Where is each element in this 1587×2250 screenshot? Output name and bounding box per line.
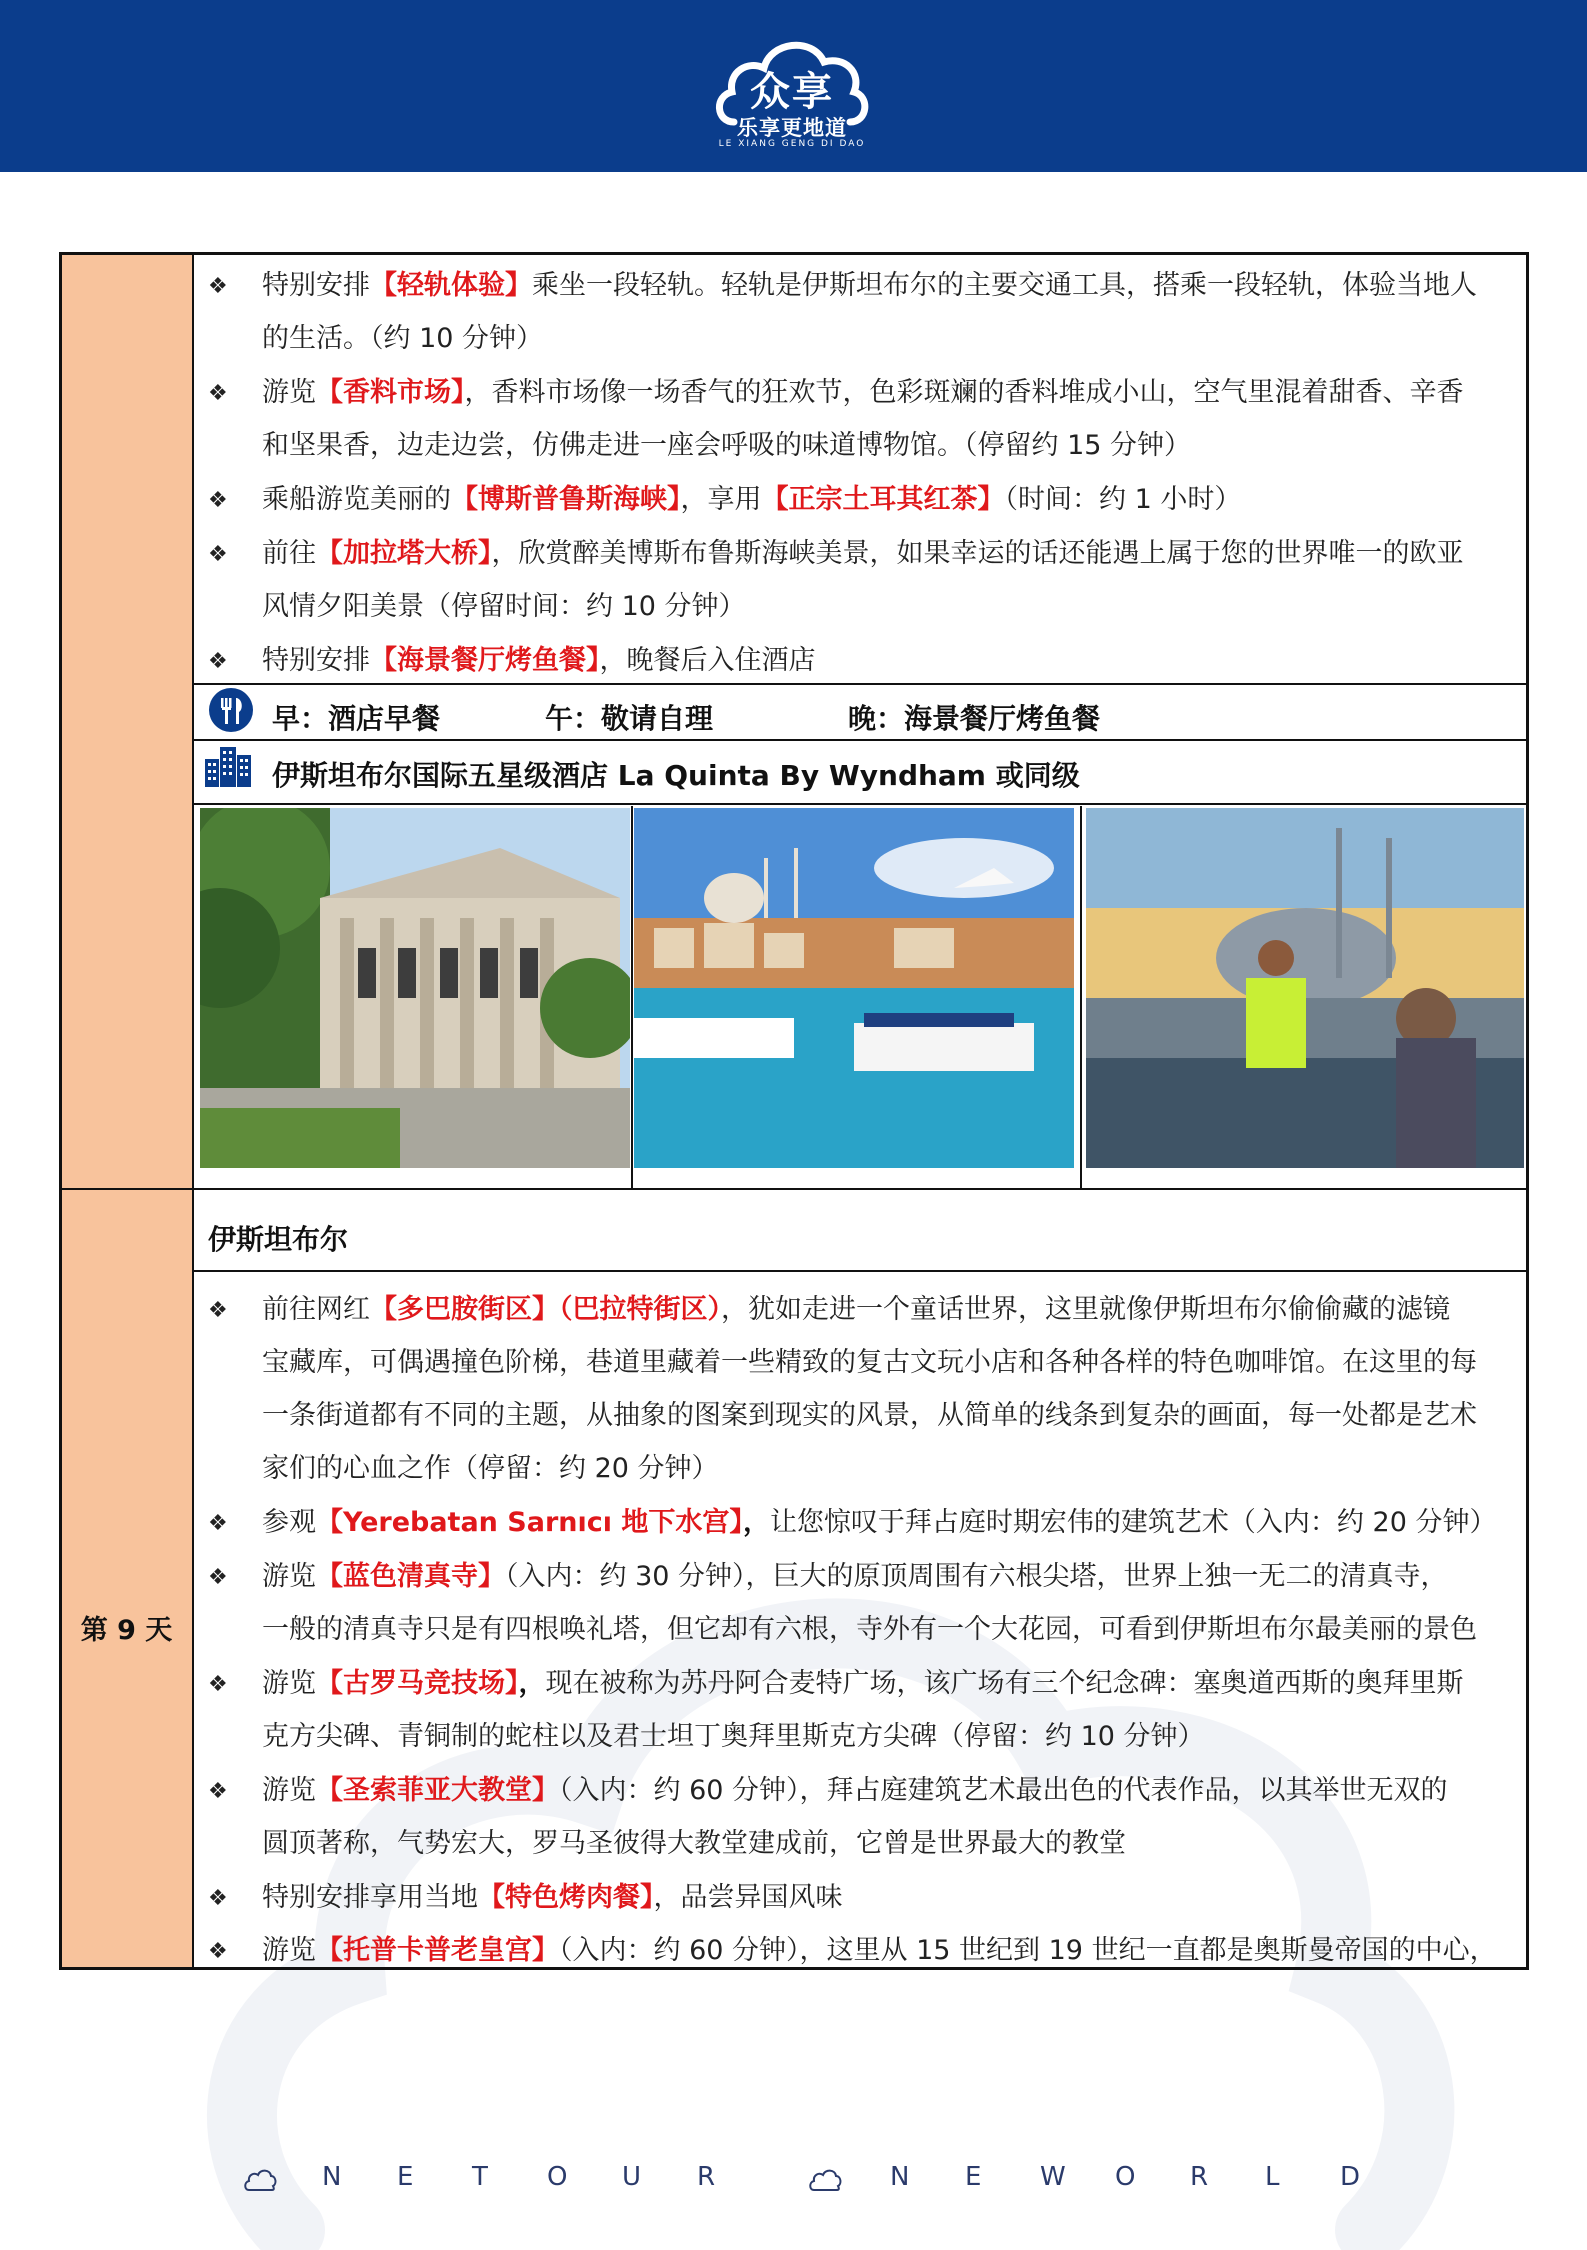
activity-text: 乘坐一段轻轨。轻轨是伊斯坦布尔的主要交通工具，搭乘一段轻轨，体验当地人 (532, 270, 1477, 301)
highlight-text: 【多巴胺街区】（巴拉特街区） (370, 1294, 721, 1325)
activity-text: ，香料市场像一场香气的狂欢节，色彩斑斓的香料堆成小山，空气里混着甜香、辛香 (464, 377, 1464, 408)
bullet-icon: ❖ (208, 1672, 228, 1697)
activity-text: 特别安排享用当地 (262, 1882, 478, 1913)
activity-line (262, 1931, 1497, 1971)
lunch-info: 午：敬请自理 (545, 702, 714, 735)
activity-text: 前往网红 (262, 1294, 370, 1325)
day9-city-title: 伊斯坦布尔 (208, 1223, 349, 1256)
activity-line-continued: 的生活。（约 10 分钟） (262, 323, 544, 354)
activity-text: 游览 (262, 1668, 316, 1699)
brand-slogan: 乐享更地道 (737, 116, 847, 140)
activity-line (262, 266, 1477, 306)
activity-text: ，欣赏醉美博斯布鲁斯海峡美景，如果幸运的话还能遇上属于您的世界唯一的欧亚 (491, 538, 1464, 569)
highlight-text: 【蓝色清真寺】 (316, 1561, 505, 1592)
bullet-icon: ❖ (208, 542, 228, 567)
activity-line-continued: 一条街道都有不同的主题，从抽象的图案到现实的风景，从简单的线条到复杂的画面，每一处都是艺术 (262, 1400, 1477, 1431)
activity-line-continued: 宝藏库，可偶遇撞色阶梯，巷道里藏着一些精致的复古文玩小店和各种各样的特色咖啡馆。在这里的每 (262, 1347, 1477, 1378)
activity-line-continued: 和坚果香，边走边尝，仿佛走进一座会呼吸的味道博物馆。（停留约 15 分钟） (262, 430, 1192, 461)
row-divider (192, 803, 1528, 805)
activity-text: 特别安排 (262, 270, 370, 301)
highlight-text: 【加拉塔大桥】 (316, 538, 492, 569)
activity-text: 游览 (262, 1935, 316, 1966)
photo-divider (1080, 806, 1082, 1190)
activity-line (262, 480, 1241, 520)
activity-text: 前往 (262, 538, 316, 569)
activity-text: （入内：约 30 分钟），巨大的原顶周围有六根尖塔，世界上独一无二的清真寺， (505, 1561, 1448, 1592)
activity-text: ，犹如走进一个童话世界，这里就像伊斯坦布尔偷偷藏的滤镜 (721, 1294, 1450, 1325)
activity-line (262, 1557, 1448, 1597)
activity-text: 乘船游览美丽的 (262, 484, 451, 515)
cloud-icon (808, 2168, 842, 2192)
activity-text: 特别安排 (262, 645, 370, 676)
brand-name: 众享 (750, 69, 834, 115)
activity-text: ，享用 (680, 484, 762, 515)
hotel-building-icon (203, 745, 253, 789)
highlight-text: 【香料市场】 (316, 377, 465, 408)
activity-line (262, 534, 1464, 574)
photo-galata-bridge-sunset (1086, 808, 1524, 1168)
activity-line-continued: 家们的心血之作（停留：约 20 分钟） (262, 1453, 719, 1484)
footer-letter: N (322, 2162, 342, 2192)
activity-line-continued: 克方尖碑、青铜制的蛇柱以及君士坦丁奥拜里斯克方尖碑（停留：约 10 分钟） (262, 1721, 1205, 1752)
photo-divider (631, 806, 633, 1190)
activity-line (262, 1664, 1464, 1704)
activity-text: ， (742, 1507, 770, 1538)
activity-line-continued: 风情夕阳美景（停留时间：约 10 分钟） (262, 591, 746, 622)
activity-line (262, 1878, 843, 1918)
footer-letter: D (1340, 2162, 1361, 2192)
highlight-text: 【海景餐厅烤鱼餐】 (370, 645, 600, 676)
footer-letter: E (965, 2162, 982, 2192)
activity-text: ，品尝异国风味 (653, 1882, 843, 1913)
table-border-left (59, 252, 62, 1970)
dinner-info: 晚：海景餐厅烤鱼餐 (848, 702, 1101, 735)
brand-logo (712, 22, 872, 152)
activity-line-continued: 一般的清真寺只是有四根唤礼塔，但它却有六根，寺外有一个大花园，可看到伊斯坦布尔最美丽的景色 (262, 1614, 1477, 1645)
activity-text: （时间：约 1 小时） (1004, 484, 1242, 515)
bullet-icon: ❖ (208, 649, 228, 674)
bullet-icon: ❖ (208, 1298, 228, 1323)
table-border-right (1526, 252, 1529, 1970)
bullet-icon: ❖ (208, 1939, 228, 1964)
footer-letter: R (1190, 2162, 1209, 2192)
cloud-icon (243, 2168, 277, 2192)
footer-letter: U (622, 2162, 642, 2192)
activity-text: （入内：约 60 分钟），拜占庭建筑艺术最出色的代表作品，以其举世无双的 (559, 1775, 1448, 1806)
bullet-icon: ❖ (208, 381, 228, 406)
page-header (0, 0, 1587, 172)
activity-line (262, 373, 1464, 413)
day-column-divider (192, 252, 194, 1970)
activity-line (262, 641, 816, 681)
bullet-icon: ❖ (208, 1565, 228, 1590)
activity-text: ，晚餐后入住酒店 (599, 645, 816, 676)
highlight-text: 【特色烤肉餐】 (478, 1882, 654, 1913)
hotel-info: 伊斯坦布尔国际五星级酒店 La Quinta By Wyndham 或同级 (272, 759, 1080, 792)
footer-letter: E (397, 2162, 414, 2192)
row-divider (192, 1270, 1528, 1272)
activity-text: 游览 (262, 1561, 316, 1592)
highlight-text: 【轻轨体验】 (370, 270, 532, 301)
day-label: 第 9 天 (80, 1615, 173, 1646)
highlight-text: 【圣索菲亚大教堂】 (316, 1775, 559, 1806)
highlight-text: 【托普卡普老皇宫】 (316, 1935, 559, 1966)
activity-line (262, 1290, 1450, 1330)
highlight-text: 【博斯普鲁斯海峡】 (451, 484, 681, 515)
activity-line (262, 1503, 1496, 1543)
activity-text: 现在被称为苏丹阿合麦特广场，该广场有三个纪念碑：塞奥道西斯的奥拜里斯 (545, 1668, 1464, 1699)
footer-letter: T (472, 2162, 488, 2192)
activity-text: 游览 (262, 1775, 316, 1806)
table-border-top (59, 252, 1529, 255)
photo-archaeology-museum (200, 808, 630, 1168)
activity-text: 游览 (262, 377, 316, 408)
bullet-icon: ❖ (208, 1511, 228, 1536)
bullet-icon: ❖ (208, 1886, 228, 1911)
activity-line-continued: 圆顶著称，气势宏大，罗马圣彼得大教堂建成前，它曾是世界最大的教堂 (262, 1828, 1126, 1859)
day-column (61, 254, 192, 1968)
activity-text: 让您惊叹于拜占庭时期宏伟的建筑艺术（入内：约 20 分钟） (769, 1507, 1497, 1538)
row-divider (59, 1188, 1529, 1190)
bullet-icon: ❖ (208, 274, 228, 299)
dining-icon (207, 686, 255, 734)
footer-letter: O (1115, 2162, 1136, 2192)
highlight-text: 【Yerebatan Sarnıcı 地下水宫】 (316, 1507, 743, 1538)
highlight-text: 【正宗土耳其红茶】 (761, 484, 1005, 515)
footer-letter: W (1040, 2162, 1066, 2192)
activity-line (262, 1771, 1448, 1811)
activity-text: 参观 (262, 1507, 316, 1538)
bullet-icon: ❖ (208, 1779, 228, 1804)
bullet-icon: ❖ (208, 488, 228, 513)
page-footer (0, 2162, 1587, 2202)
footer-letter: R (697, 2162, 716, 2192)
highlight-text: 【古罗马竞技场】 (316, 1668, 519, 1699)
breakfast-info: 早：酒店早餐 (272, 702, 441, 735)
brand-pinyin: LE XIANG GENG DI DAO (718, 139, 866, 149)
activity-text: （入内：约 60 分钟），这里从 15 世纪到 19 世纪一直都是奥斯曼帝国的中心， (559, 1935, 1497, 1966)
footer-letter: L (1265, 2162, 1280, 2192)
photo-bosphorus-ferries (634, 808, 1074, 1168)
row-divider (192, 683, 1528, 685)
row-divider (192, 739, 1528, 741)
footer-letter: N (890, 2162, 910, 2192)
footer-letter: O (547, 2162, 568, 2192)
activity-text: ， (518, 1668, 546, 1699)
